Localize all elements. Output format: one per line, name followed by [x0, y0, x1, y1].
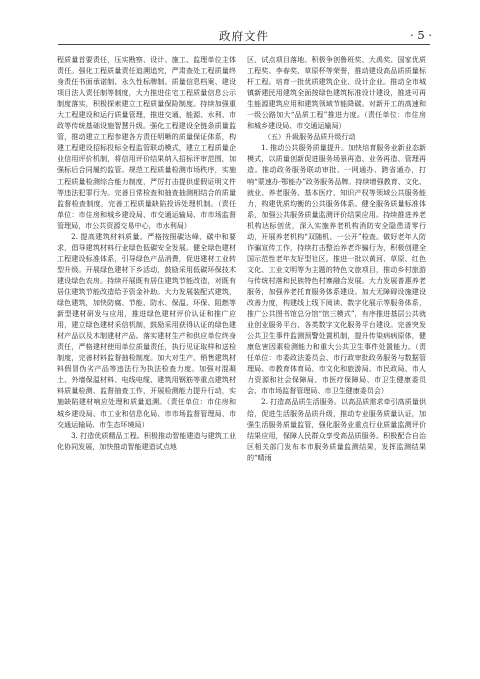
paragraph: 区、试点项目落地。积极争创鲁班奖、大禹奖、国家优质工程奖、李春奖、草原杯等荣誉，推动建设高品质质量标杆工程。培育一批优质建筑企业、设计企业。推动全市城镇新建民用建筑全面按绿色建筑标准设计建设，推进可再生能源建筑应用和建筑领域节能降碳。对新开工的高速和一级公路加大“品质工程”推进力度。（责任单位：市住房和城乡建设局、市交通运输局） [247, 55, 426, 131]
page-number: · 5 · [410, 28, 432, 42]
left-column [57, 54, 236, 452]
header-title: 政府文件 [219, 29, 269, 43]
page-header [58, 26, 430, 46]
paragraph: 3. 打造优质精品工程。积极推动智能建造与建筑工业化协同发展，加快推动智能建造试点地 [57, 430, 236, 451]
paragraph: 程质量首要责任，压实勘察、设计、施工、监理单位主体责任。强化工程质量责任追溯追究，严肃查处工程质量终身责任书面承诺制、永久性标牌制、质量信息档案、建设项目法人责任制等制度，大力推进住宅工程质量信息公示制度落实，积极探索建立工程质量保险制度。持续加强重大工程建设和运行质量管理，推进交通、能源、水利、市政等传统基础设施智慧升级。强化工程建设全链条质量监管，推动建立工程参建各方责任明晰的质量保证体系，构建工程建设招标投标全程监管联动模式，建立工程质量企业信用评价机制，将信用评价结果纳入招标评审范围，加强标后合同履约监管。规范工程质量检测市场秩序，实施工程质量检测综合能力制度，严厉打击提供虚假证明文件等违法犯罪行为。完善日常检查和抽查抽测相结合的质量监督检查制度，完善工程质量缺陷投诉处理机制。（责任单位：市住房和城乡建设局、市交通运输局、市市场监督管理局，市公共资源交易中心，市水利局） [57, 55, 236, 230]
section-heading: （五）升級服务品质升级行动 [263, 132, 356, 142]
paragraph: 1. 推动公共服务质量提升。加快培育服务业新业态新模式，以质量创新促进服务场景再造、业务再造、管理再造。推动政务服务联动审批、一网通办、跨省通办，打响“蒙速办·鄂能办”政务服务品牌。持续增强教育、文化、就业、养老服务、基本医疗、知识产权等领域公共服务能力，构建优质均衡的公共服务体系。健全服务质量标准体系，加强公共服务质量监测评价结果应用。持续推进养老机构达标创优，深入实施养老机构消防安全隐患清零行动，开展养老机构“双随机、一公开”检查。做好老年人防诈骗宣传工作，持续打击整治养老诈骗行为，积极创建全国示范性老年友好型社区。推进一批以黄河、草原、红色文化、工业文明等为主题的特色文旅项目，推动乡村旅游与传统村落和民族特色村寨融合发展。大力发展普惠养老服务，加强养老托育服务体系建设。加大无障碍设施建设改善力度，构建线上线下阅读、数字化展示等服务体系，推广公共图书馆总分馆“馆三模式”，有序推进基层公共就业创业服务平台、各类数字文化服务平台建设。完善突发公共卫生事件监测预警处置机制，提升传染病病原体，健康危害因素检测能力和重大公共卫生事件处置能力。（责任单位：市委政法委员会、市行政审批政务服务与数据管理局、市教育体育局、市文化和旅游局、市民政局、市人力资源和社会保障局、市医疗保障局、市卫生健康委员会、市市场监督管理局、市卫生健康委员会） [247, 143, 426, 396]
header-rule [58, 44, 430, 45]
paragraph: 2. 打造高品质生活服务。以高品质需求牵引高质量供给，促进生活服务品质升级，推动专业服务质量认证，加强生活服务质量监管，强化服务业重点行业质量监测评价结果应用，保障人民群众享受高品质服务。积极配合自治区相关部门发布本市服务质量监测结果，发挥监测结果的“晴雨 [247, 397, 426, 462]
right-column [247, 54, 426, 463]
paragraph: 2. 提高建筑材料质量。严格按照碳达峰、碳中和要求，倡导建筑材料行业绿色低碳安全发展。健全绿色建材工程建设标准体系，引导绿色产品消费，促进建材工业转型升级。开展绿色建材下乡活动，鼓励采用低碳环保技术建设绿色农房。持续开展既有居住建筑节能改造，对既有居住建筑节能改造给予资金补助。大力发展装配式建筑，绿色建筑，加快防腐、节能、防水、保温、环保、阻燃等新型建材研发与应用，推进绿色建材评价认证和推广应用，建立绿色建材采信机制，鼓励采用获得认证的绿色建材产品以及木制建材产品。落实建材生产和供应单位终身责任，严格建材使用单位质量责任，执行见证取样和送检制度，完善材料监督抽检制度。加大对生产、销售建筑材料假冒伪劣产品等违法行为执法检查力度。加强对混凝土、外墙保温材料、电线电缆、建筑用钢筋等重点建筑材料质量检测、监督抽查工作，开展检测能力提升行动，实施缺陷建材响应处理和质量追溯。（责任单位：市住房和城乡建设局、市工业和信息化局、市市场监督管理局、市交通运输局、市生态环境局） [57, 231, 236, 429]
